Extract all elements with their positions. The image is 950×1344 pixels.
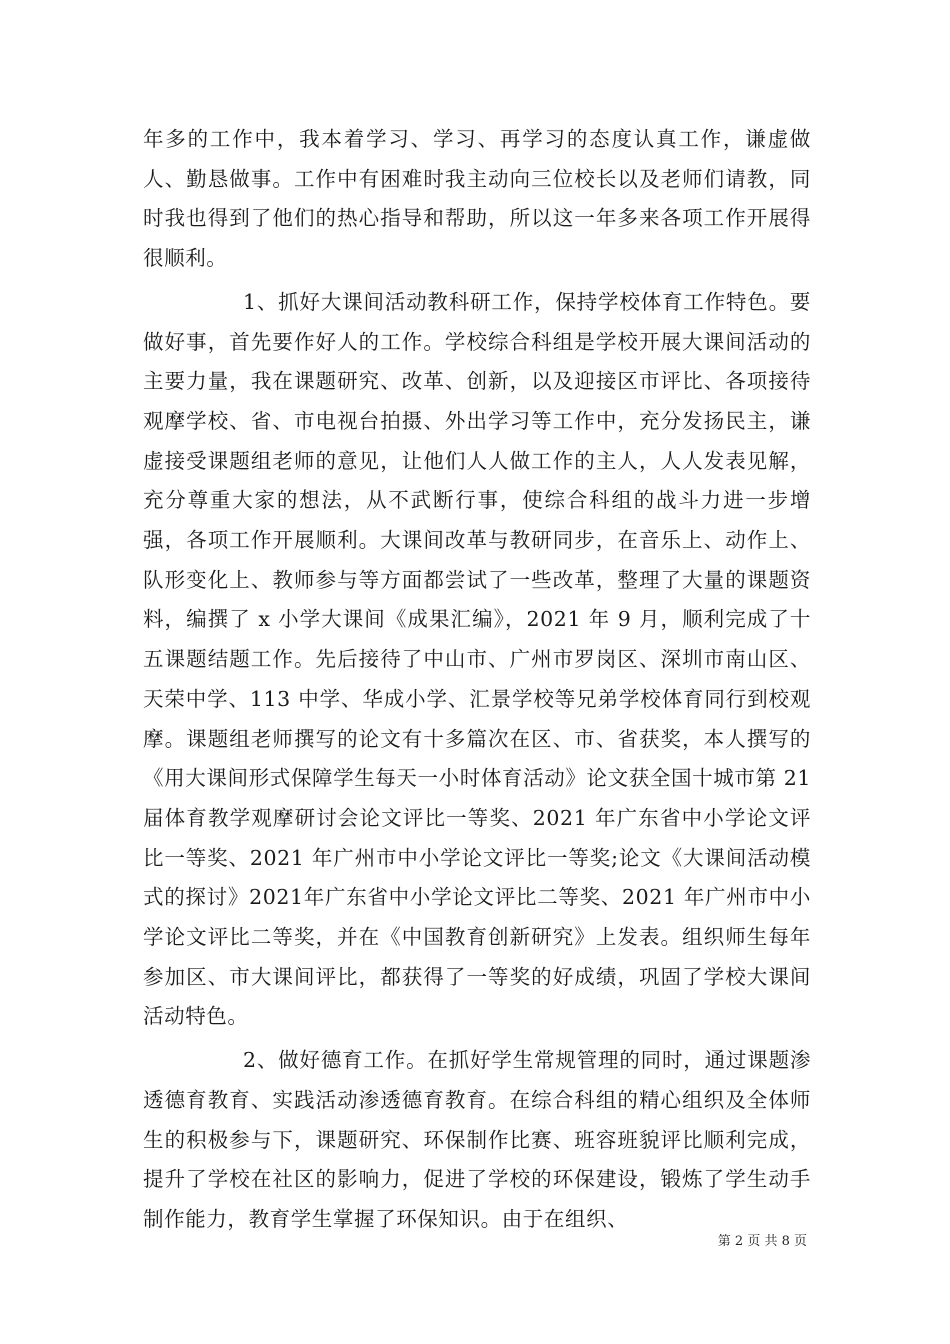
page-number-footer: 第 2 页 共 8 页 [717, 1234, 807, 1249]
paragraph-moral-education: 2、做好德育工作。在抓好学生常规管理的同时，通过课题渗透德育教育、实践活动渗透德育教育。在综合科组的精心组织及全体师生的积极参与下，课题研究、环保制作比赛、班容班貌评比顺利完成，提升了学校在社区的影响力，促进了学校的环保建设，锻炼了学生动手制作能力，教育学生掌握了环保知识。由于在组织、 [143, 1048, 811, 1231]
document-body [143, 120, 811, 1244]
paragraph-continuation: 年多的工作中，我本着学习、学习、再学习的态度认真工作，谦虚做人、勤恳做事。工作中有困难时我主动向三位校长以及老师们请教，同时我也得到了他们的热心指导和帮助，所以这一年多来各项工作开展得很顺利。 [143, 127, 811, 271]
paragraph-sports-research: 1、抓好大课间活动教科研工作，保持学校体育工作特色。要做好事，首先要作好人的工作。学校综合科组是学校开展大课间活动的主要力量，我在课题研究、改革、创新，以及迎接区市评比、各项接待观摩学校、省、市电视台拍摄、外出学习等工作中，充分发扬民主，谦虚接受课题组老师的意见，让他们人人做工作的主人，人人发表见解，充分尊重大家的想法，从不武断行事，使综合科组的战斗力进一步增强，各项工作开展顺利。大课间改革与教研同步，在音乐上、动作上、队形变化上、教师参与等方面都尝试了一些改革，整理了大量的课题资料，编撰了 x 小学大课间《成果汇编》，2021 年 9 月，顺利完成了十五课题结题工作。先后接待了中山市、广州市罗岗区、深圳市南山区、天荣中学、113 中学、华成小学、汇景学校等兄弟学校体育同行到校观摩。课题组老师撰写的论文有十多篇次在区、市、省获奖，本人撰写的《用大课间形式保障学生每天一小时体育活动》论文获全国十城市第 21 届体育教学观摩研讨会论文评比一等奖、2021 年广东省中小学论文评比一等奖、2021 年广州市中小学论文评比一等奖;论文《大课间活动模式的探讨》2021年广东省中小学论文评比二等奖、2021 年广州市中小学论文评比二等奖，并在《中国教育创新研究》上发表。组织师生每年参加区、市大课间评比，都获得了一等奖的好成绩，巩固了学校大课间活动特色。 [143, 289, 811, 1029]
